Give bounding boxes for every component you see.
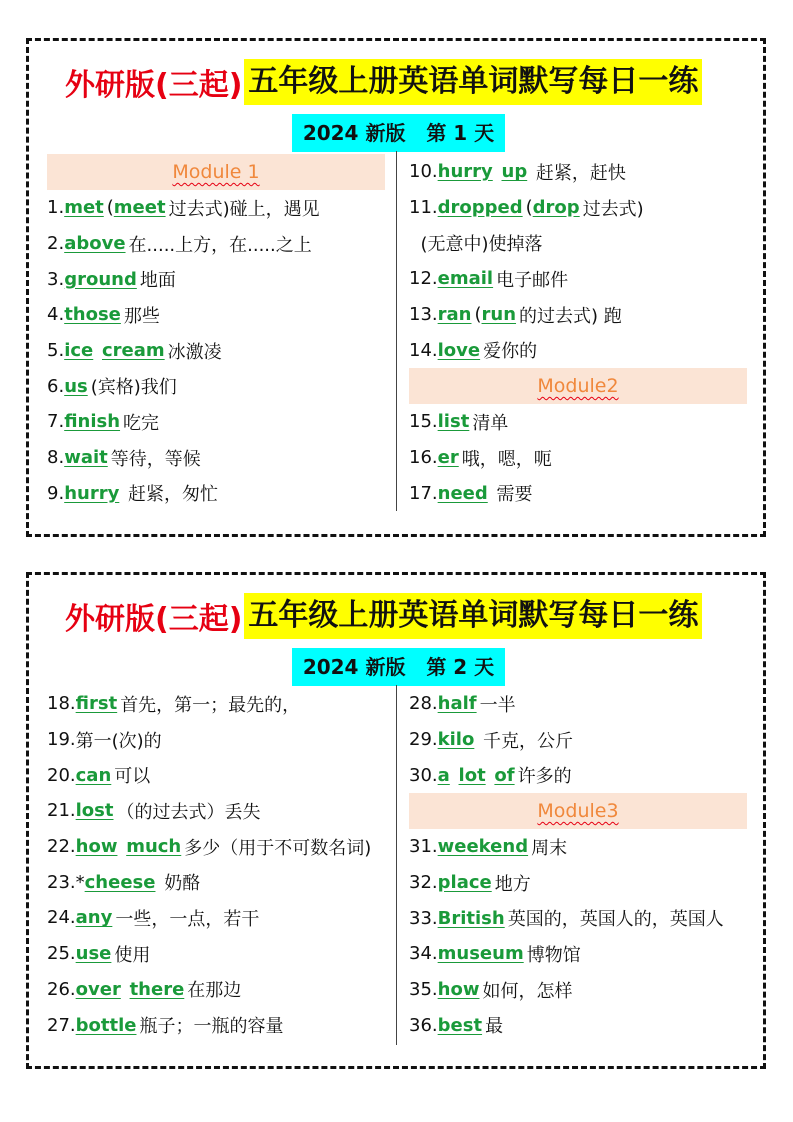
chinese-meaning: 使用	[114, 944, 151, 966]
item-number: 6.	[47, 375, 65, 397]
vocab-item	[47, 829, 387, 865]
title-main: 五年级上册英语单词默写每日一练	[244, 593, 702, 639]
chinese-meaning: 在那边	[187, 980, 242, 1002]
vocab-item	[47, 333, 387, 369]
chinese-meaning: 地面	[139, 270, 176, 292]
column-divider	[396, 151, 397, 511]
left-column	[47, 686, 387, 1043]
item-number: 11.	[409, 197, 438, 219]
vocab-item	[409, 1008, 749, 1044]
chinese-meaning: 第一(次)的	[75, 730, 162, 752]
english-word: best	[437, 1014, 483, 1036]
chinese-meaning: 赶紧，匆忙	[122, 484, 219, 506]
english-word: lost	[75, 800, 114, 822]
chinese-meaning: 一半	[479, 694, 516, 716]
english-word: those	[64, 304, 121, 326]
item-number: 21.	[47, 800, 76, 822]
english-word: how	[75, 836, 118, 858]
english-word: British	[437, 907, 505, 929]
english-word: much	[126, 836, 182, 858]
item-number: 23.*	[47, 871, 85, 893]
vocab-item	[47, 404, 387, 440]
chinese-meaning: (	[525, 197, 533, 219]
english-word: dropped	[437, 197, 523, 219]
english-word: lot	[458, 764, 486, 786]
vocab-item	[409, 190, 749, 226]
english-word: love	[437, 339, 481, 361]
chinese-meaning: 地方	[494, 873, 531, 895]
vocab-item	[409, 440, 749, 476]
vocab-item	[47, 936, 387, 972]
day-subtitle: 2024 新版 第 1 天	[292, 114, 505, 152]
chinese-meaning: 在.....上方，在.....之上	[128, 234, 312, 256]
vocab-item	[47, 900, 387, 936]
worksheet-card-day-2	[26, 572, 766, 1069]
chinese-meaning: 电子邮件	[496, 269, 569, 291]
item-number: 31.	[409, 836, 438, 858]
chinese-meaning: 过去式)	[582, 198, 644, 220]
english-word: finish	[64, 411, 121, 433]
vocab-item	[409, 261, 749, 297]
chinese-meaning: 等待，等候	[110, 448, 201, 470]
chinese-meaning: 博物馆	[526, 944, 581, 966]
chinese-meaning: 吃完	[123, 412, 160, 434]
item-number: 17.	[409, 482, 438, 504]
chinese-meaning: 可以	[114, 766, 151, 788]
vocab-item	[409, 972, 749, 1008]
english-word: a	[437, 764, 450, 786]
item-number: 27.	[47, 1014, 76, 1036]
vocab-item	[409, 865, 749, 901]
english-word: how	[437, 979, 480, 1001]
english-word: of	[494, 764, 515, 786]
vocab-item	[409, 900, 749, 936]
english-word: drop	[532, 197, 580, 219]
chinese-meaning: 需要	[490, 484, 533, 506]
chinese-meaning: (无意中)使掉落	[409, 234, 543, 256]
vocab-item	[409, 686, 749, 722]
chinese-meaning: 如何，怎样	[482, 980, 573, 1002]
chinese-meaning: 多少（用于不可数名词)	[184, 837, 372, 859]
item-number: 5.	[47, 340, 65, 362]
vocab-item	[47, 972, 387, 1008]
vocab-item	[47, 226, 387, 262]
english-word: ran	[437, 304, 472, 326]
item-number: 34.	[409, 943, 438, 965]
left-column	[47, 154, 387, 511]
chinese-meaning: 最	[485, 1016, 504, 1038]
chinese-meaning: 周末	[531, 837, 568, 859]
chinese-meaning: 的过去式) 跑	[519, 305, 622, 327]
vocab-item	[409, 757, 749, 793]
vocab-item	[409, 332, 749, 368]
vocab-item	[47, 686, 387, 722]
vocab-item	[409, 225, 749, 261]
english-word: place	[437, 872, 492, 894]
vocab-item	[409, 722, 749, 758]
module-label: Module2	[537, 375, 619, 398]
chinese-meaning: 英国的，英国人的，英国人	[507, 909, 724, 931]
item-number: 14.	[409, 339, 438, 361]
item-number: 3.	[47, 268, 65, 290]
item-number: 33.	[409, 907, 438, 929]
item-number: 19.	[47, 729, 76, 751]
vocab-item	[47, 722, 387, 758]
title-main: 五年级上册英语单词默写每日一练	[244, 59, 702, 105]
english-word: list	[437, 411, 470, 433]
worksheet-title	[65, 59, 702, 105]
english-word: kilo	[437, 729, 475, 751]
english-word: bottle	[75, 1014, 137, 1036]
english-word: hurry	[437, 161, 493, 183]
item-number: 36.	[409, 1014, 438, 1036]
chinese-meaning: 一些，一点，若干	[115, 908, 260, 930]
english-word: wait	[64, 447, 108, 469]
english-word: us	[64, 375, 88, 397]
chinese-meaning: (宾格)我们	[90, 377, 177, 399]
worksheet-card-day-1	[26, 38, 766, 537]
chinese-meaning: 冰激凌	[167, 341, 222, 363]
chinese-meaning: (	[106, 197, 114, 219]
item-number: 7.	[47, 411, 65, 433]
module-label: Module 1	[172, 161, 260, 183]
english-word: ice	[64, 340, 94, 362]
item-number: 24.	[47, 907, 76, 929]
vocab-item	[409, 476, 749, 512]
english-word: run	[481, 304, 517, 326]
english-word: use	[75, 943, 112, 965]
chinese-meaning: 那些	[123, 305, 160, 327]
item-number: 1.	[47, 197, 65, 219]
english-word: half	[437, 693, 477, 715]
vocab-item	[47, 757, 387, 793]
english-word: meet	[113, 197, 166, 219]
chinese-meaning: 清单	[472, 412, 509, 434]
english-word: can	[75, 764, 112, 786]
english-word: met	[64, 197, 104, 219]
module-header	[47, 154, 385, 190]
right-column	[409, 686, 749, 1043]
english-word: need	[437, 482, 488, 504]
vocab-item	[47, 864, 387, 900]
item-number: 12.	[409, 268, 438, 290]
chinese-meaning: 过去式)碰上，遇见	[168, 198, 320, 220]
item-number: 32.	[409, 872, 438, 894]
item-number: 35.	[409, 979, 438, 1001]
vocab-item	[47, 476, 387, 512]
english-word: up	[501, 161, 528, 183]
item-number: 20.	[47, 764, 76, 786]
english-word: er	[437, 447, 459, 469]
item-number: 15.	[409, 411, 438, 433]
chinese-meaning: 瓶子；一瓶的容量	[139, 1016, 284, 1038]
title-publisher: 外研版(三起)	[65, 602, 243, 637]
english-word: email	[437, 268, 494, 290]
vocab-item	[47, 1007, 387, 1043]
vocab-item	[47, 190, 387, 226]
vocab-item	[409, 829, 749, 865]
english-word: weekend	[437, 836, 529, 858]
module-header	[409, 793, 747, 829]
chinese-meaning: 哦，嗯，呃	[461, 448, 552, 470]
item-number: 10.	[409, 161, 438, 183]
item-number: 25.	[47, 943, 76, 965]
vocab-item	[409, 297, 749, 333]
item-number: 26.	[47, 978, 76, 1000]
module-header	[409, 368, 747, 404]
english-word: museum	[437, 943, 524, 965]
item-number: 22.	[47, 836, 76, 858]
vocab-item	[47, 793, 387, 829]
chinese-meaning: 许多的	[517, 766, 572, 788]
item-number: 8.	[47, 447, 65, 469]
english-word: there	[129, 978, 185, 1000]
item-number: 9.	[47, 482, 65, 504]
item-number: 13.	[409, 304, 438, 326]
chinese-meaning: （的过去式）丢失	[116, 801, 261, 823]
item-number: 29.	[409, 729, 438, 751]
item-number: 28.	[409, 693, 438, 715]
english-word: ground	[64, 268, 137, 290]
chinese-meaning: (	[474, 304, 482, 326]
day-subtitle: 2024 新版 第 2 天	[292, 648, 505, 686]
item-number: 16.	[409, 447, 438, 469]
vocab-item	[47, 261, 387, 297]
item-number: 4.	[47, 304, 65, 326]
vocab-item	[409, 154, 749, 190]
english-word: cream	[101, 340, 165, 362]
english-word: hurry	[64, 482, 120, 504]
vocab-item	[47, 297, 387, 333]
title-publisher: 外研版(三起)	[65, 68, 243, 103]
chinese-meaning: 千克，公斤	[477, 730, 574, 752]
chinese-meaning: 首先，第一；最先的，	[120, 694, 301, 716]
worksheet-title	[65, 593, 702, 639]
english-word: cheese	[84, 871, 156, 893]
item-number: 2.	[47, 233, 65, 255]
vocab-item	[47, 368, 387, 404]
right-column	[409, 154, 749, 511]
english-word: above	[64, 233, 126, 255]
chinese-meaning: 赶紧，赶快	[530, 162, 626, 184]
column-divider	[396, 685, 397, 1045]
vocab-item	[409, 404, 749, 440]
item-number: 30.	[409, 764, 438, 786]
english-word: over	[75, 978, 121, 1000]
english-word: first	[75, 693, 118, 715]
vocab-item	[409, 936, 749, 972]
module-label: Module3	[537, 800, 619, 823]
vocab-item	[47, 440, 387, 476]
chinese-meaning: 奶酪	[158, 873, 201, 895]
item-number: 18.	[47, 693, 76, 715]
chinese-meaning: 爱你的	[483, 341, 538, 363]
english-word: any	[75, 907, 113, 929]
